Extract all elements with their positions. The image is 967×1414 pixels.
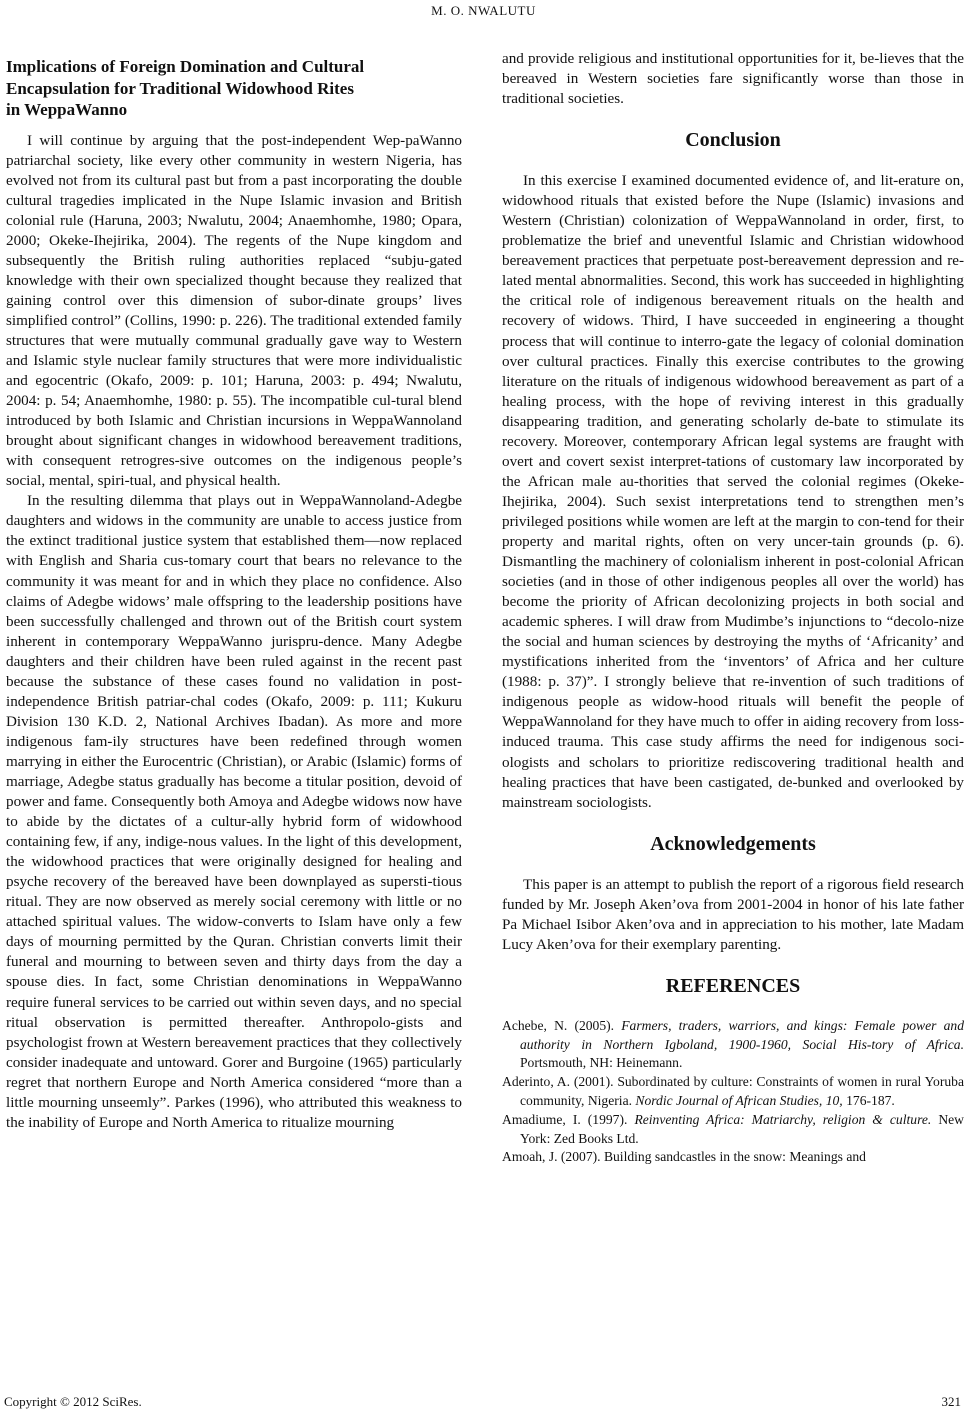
section-title-line: Encapsulation for Traditional Widowhood Rites — [6, 78, 354, 98]
section-title-line: Implications of Foreign Domination and Cultural — [6, 57, 365, 76]
section-title-line: in WeppaWanno — [6, 100, 128, 119]
reference-item: Amoah, J. (2007). Building sandcastles in the snow: Meanings and — [502, 1149, 866, 1165]
conclusion-paragraph: In this exercise I examined documented evidence of, and lit-erature on, widowhood rituals that existed before the Nupe (Islamic) invasions and Western (Christian) colonization of WeppaWannoland in order, first, to problematize the brief and uneventful Islamic and Christian widowhood bereavement practices that perpetuate post-bereavement depression and re-lated mental abnormalities. Second, this work has succeeded in highlighting the critical role of indigenous bereavement rituals on the health and recovery of widows. Third, I have succeeded in engineering a thought process that will continue to interro-gate the legacy of colonial domination over cultural practices. Finally this exercise contributes to the growing literature on the rituals of indigenous widowhood bereavement as part of a healing process, with the hope of reviving interest in this gradually disappearing tradition, and generating scholarly de-bate to stimulate its recovery. Moreover, contemporary African legal systems are fraught with overt and covert sexist interpret-tations of customary law incorporated by the African male au-thorities that served the colonial regimes (Okeke-Ihejirika, 2004). Such sexist interpretations tend to strengthen men’s privileged positions while women are left at the margin to con-tend for their property and marital rights, often on very uncer-tain grounds (p. 6). Dismantling the machinery of colonialism inherent in post-colonial African societies (and in those of other indigenous peoples all over the world) has become the priority of African decolonizing projects in both social and academic spheres. I will draw from Mudimbe’s injunctions to “decolo-nize the social and human sciences by destroying the myths of ‘Africanity’ and mystifications inherited from the ‘inventors’ of Africa and her culture (1988: p. 37)”. I strongly believe that re-invention of such traditions of indigenous people as widow-hood rituals will benefit the people of WeppaWannoland for they have much to offer in aiding recovery from loss-induced trauma. This case study affirms the need for indigenous soci-ologists and scholars to prioritize rediscovering traditional health and healing practices that have been castigated, de-bunked and overlooked by mainstream sociologists. — [502, 172, 964, 811]
body-paragraph: I will continue by arguing that the post-independent Wep-paWanno patriarchal society, like every other community in western Nigeria, has evolved not from its cultural past but from a past incorporating the double cultural tragedies implicated in the Nupe Islamic invasion and British colonial rule (Haruna, 2003; Nwalutu, 2004; Anaemhomhe, 1980; Opara, 2000; Okeke-Ihejirika, 2004). The regents of the Nupe kingdom and subsequently the British ruling authorities replaced “subju-gated knowledge with their own specialized thought because they realized that gaining control over this dimension of subor-dinate groups’ lives simplified control” (Collins, 1990: p. 226). The traditional extended family structures that were mutually communal gradually gave way to Western and Islamic style nuclear family structures that were more individualistic and egocentric (Okafo, 2009: p. 101; Haruna, 2003: p. 494; Nwalutu, 2004: p. 54; Anaemhomhe, 1980: p. 55). The incompatible cul-tural blend introduced by both Islamic and Christian incursions in WeppaWannoland brought about significant changes in widowhood bereavement traditions, with consequent retrogres-sive outcomes on the indigenous people’s social, mental, spiri-tual, and physical health. — [6, 131, 462, 490]
reference-item: Achebe, N. (2005). Farmers, traders, warriors, and kings: Female power and authority in Northern Igboland, 1900-1960, Social His-tory of Africa. Portsmouth, NH: Heinemann. — [502, 1017, 964, 1071]
reference-list — [502, 1017, 964, 1167]
page-number: 321 — [941, 1394, 961, 1409]
acknowledgements-paragraph: This paper is an attempt to publish the report of a rigorous field research funded by Mr. Joseph Aken’ova from 2001-2004 in honor of his late father Pa Michael Isibor Aken’ova and in appreciation to his mother, late Madam Lucy Aken’ova for their exemplary parenting. — [502, 875, 964, 953]
right-column — [502, 49, 964, 1167]
references-heading: REFERENCES — [665, 974, 801, 997]
section-title — [6, 56, 462, 121]
reference-item: Aderinto, A. (2001). Subordinated by culture: Constraints of women in rural Yoruba community, Nigeria. Nordic Journal of African Studies, 10, 176-187. — [502, 1074, 964, 1109]
running-head: M. O. NWALUTU — [431, 3, 536, 18]
conclusion-heading: Conclusion — [685, 129, 781, 152]
continued-paragraph: and provide religious and institutional opportunities for it, be-lieves that the bereaved in Western societies fare significantly worse than those in traditional societies. — [502, 50, 964, 108]
reference-item: Amadiume, I. (1997). Reinventing Africa: Matriarchy, religion & culture. New York: Zed Books Ltd. — [502, 1111, 965, 1146]
body-paragraph: In the resulting dilemma that plays out in WeppaWannoland-Adegbe daughters and widows in the community are unable to access justice from the extinct traditional justice system that established them—now replaced with English and Sharia cus-tomary court that bears no relevance to the community it was meant for and in which they place no confidence. Also claims of Adegbe widows’ male offspring to the leadership positions have been successfully challenged and thrown out of the British court system inherent in contemporary WeppaWanno jurispru-dence. Many Adegbe daughters and their children have been ruled against in the recent past because the substance of these cases found no validation in post-independence British patriar-chal codes (Okafo, 2009: p. 111; Kukuru Division 130 K.D. 2, National Archives Ibadan). As more and more indigenous fam-ily structures have been redefined through women marrying in either the Eurocentric (Christian), or Arabic (Islamic) forms of marriage, Adegbe status gradually has become a titular position, devoid of power and fame. Consequently both Amoya and Adegbe widows now have to abide by the dictates of a cultur-ally hybrid form of widowhood containing few, if any, indige-nous values. In the light of this development, the widowhood practices that were originally designed for healing and psyche recovery of the bereaved have been downplayed as supersti-tious ritual. They are now observed as merely social ceremony with little or no attached spiritual values. The widow-converts to Islam have only a few days of mourning permitted by the Quran. Christian converts limit their funeral and mourning to between seven and thirty days from the day a spouse dies. In fact, some Christian denominations in WeppaWanno require funeral services to be carried out within seven days, and no special ritual observation is permitted thereafter. Anthropolo-gists and psychologist frown at Western bereavement practices that they collectively consider inadequate and untoward. Gorer and Burgoine (1965) particularly regret that northern Europe and North America considered “more than a little mourning unseemly”. Parkes (1996), who attributed this weakness to the inability of Europe and North America to ritualize mourning — [6, 492, 462, 1131]
copyright-notice: Copyright © 2012 SciRes. — [4, 1394, 142, 1409]
acknowledgements-heading: Acknowledgements — [650, 832, 816, 855]
left-column — [6, 56, 462, 1133]
